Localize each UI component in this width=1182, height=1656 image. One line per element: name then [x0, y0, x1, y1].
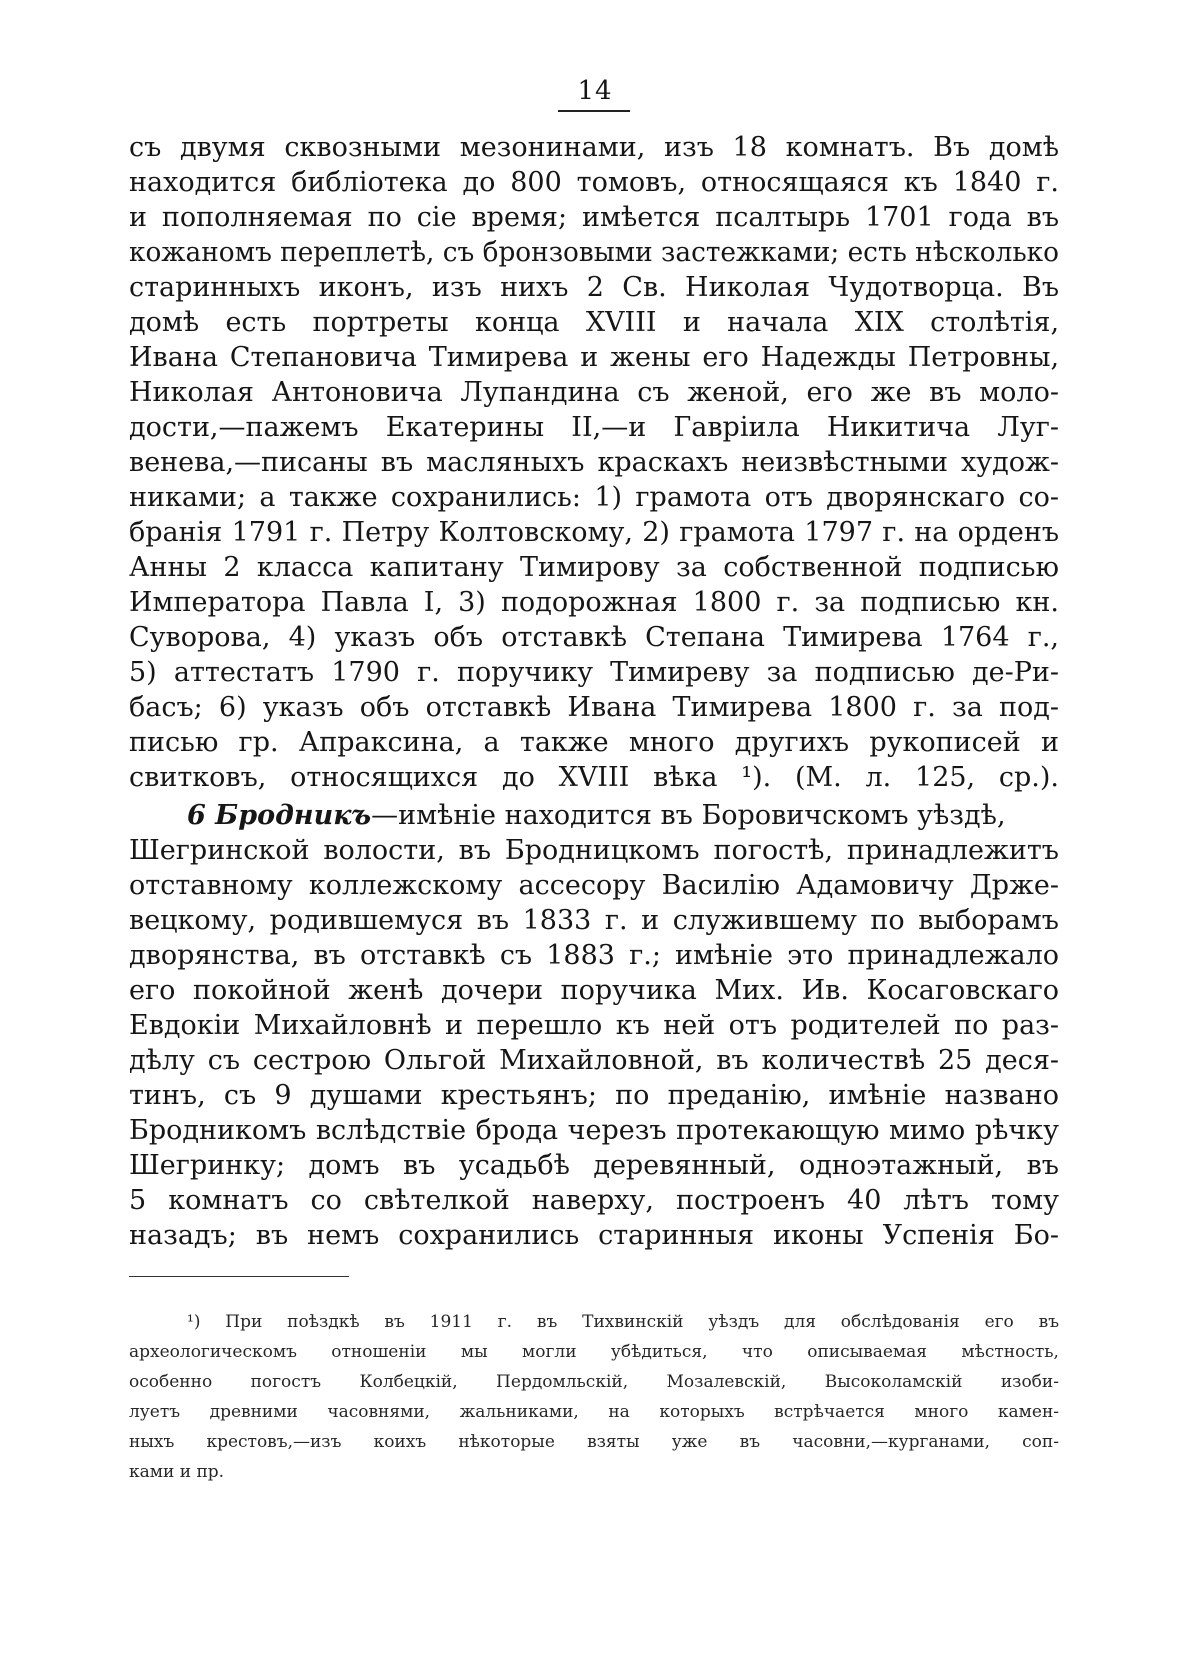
page-number-rule [558, 110, 630, 112]
body-line: съ двумя сквозными мезонинами, изъ 18 комнатъ. Въ домѣ [129, 132, 1059, 163]
body-line: Шегринской волости, въ Бродницкомъ погостѣ, принадлежитъ [129, 835, 1059, 866]
body-line: Николая Антоновича Лупандина съ женой, его же въ моло- [129, 377, 1059, 408]
body-line: дворянства, въ отставкѣ съ 1883 г.; имѣніе это принадлежало [129, 940, 1059, 971]
body-line: и пополняемая по сіе время; имѣется псалтырь 1701 года въ [129, 202, 1060, 233]
body-line: писью гр. Апраксина, а также много другихъ рукописей и [129, 727, 1059, 758]
body-line: венева,—писаны въ масляныхъ краскахъ неизвѣстными худож- [129, 447, 1059, 478]
body-line: Анны 2 класса капитану Тимирову за собственной подписью [129, 552, 1059, 583]
body-line: 5 комнатъ со свѣтелкой наверху, построенъ 40 лѣтъ тому [129, 1185, 1060, 1216]
body-line: свитковъ, относящихся до XVIII вѣка ¹). (М. л. 125, ср.). [129, 762, 1059, 793]
body-line: Императора Павла I, 3) подорожная 1800 г. за подписью кн. [129, 587, 1059, 618]
body-line: Шегринку; домъ въ усадьбѣ деревянный, одноэтажный, въ [129, 1150, 1059, 1181]
body-line: дѣлу съ сестрою Ольгой Михайловной, въ количествѣ 25 деся- [129, 1045, 1059, 1076]
body-line: дости,—пажемъ Екатерины II,—и Гавріила Никитича Луг- [129, 412, 1060, 443]
body-line: Ивана Степановича Тимирева и жены его Надежды Петровны, [129, 342, 1060, 373]
body-line: домѣ есть портреты конца XVIII и начала XIX столѣтія, [129, 307, 1060, 338]
body-line: Суворова, 4) указъ объ отставкѣ Степана Тимирева 1764 г., [129, 622, 1060, 653]
footnote-line: ¹) При поѣздкѣ въ 1911 г. въ Тихвинскій уѣздъ для обслѣдованія его въ [187, 1312, 1060, 1332]
entry-heading: 6 Бродникъ [187, 800, 372, 831]
body-line: 5) аттестатъ 1790 г. поручику Тимиреву за подписью де-Ри- [129, 657, 1060, 688]
body-line: отставному коллежскому ассесору Василію Адамовичу Држе- [129, 870, 1059, 901]
body-line: бранія 1791 г. Петру Колтовскому, 2) грамота 1797 г. на орденъ [129, 517, 1059, 548]
body-line: басъ; 6) указъ объ отставкѣ Ивана Тимирева 1800 г. за под- [129, 692, 1060, 723]
footnote-line: луетъ древними часовнями, жальниками, на которыхъ встрѣчается много камен- [129, 1402, 1060, 1422]
body-line: Евдокіи Михайловнѣ и перешло къ ней отъ родителей по раз- [129, 1010, 1060, 1041]
body-line: кожаномъ переплетѣ, съ бронзовыми застежками; есть нѣсколько [129, 237, 1059, 268]
body-line: вецкому, родившемуся въ 1833 г. и служившему по выборамъ [129, 905, 1059, 936]
body-line: находится библіотека до 800 томовъ, относящаяся къ 1840 г. [129, 167, 1060, 198]
body-line: его покойной женѣ дочери поручика Мих. Ив. Косаговскаго [129, 975, 1059, 1006]
body-line: Бродникомъ вслѣдствіе брода черезъ протекающую мимо рѣчку [129, 1115, 1060, 1146]
footnote-line: археологическомъ отношеніи мы могли убѣдиться, что описываемая мѣстность, [129, 1342, 1059, 1362]
footnote-line: ныхъ крестовъ,—изъ коихъ нѣкоторые взяты уже въ часовни,—курганами, соп- [129, 1432, 1059, 1452]
body-line: никами; а также сохранились: 1) грамота отъ дворянскаго со- [129, 482, 1060, 513]
body-line: назадъ; въ немъ сохранились старинныя иконы Успенія Бо- [129, 1220, 1060, 1251]
footnote-line: ками и пр. [129, 1462, 225, 1482]
body-line: старинныхъ иконъ, изъ нихъ 2 Св. Николая Чудотворца. Въ [129, 272, 1060, 303]
page-number: 14 [577, 76, 613, 106]
footnote-line: особенно погостъ Колбецкій, Пердомльскій, Мозалевскій, Высоколамскій изоби- [129, 1372, 1059, 1392]
footnote-rule [129, 1276, 349, 1277]
entry-first-line [187, 799, 1059, 833]
body-line: тинъ, съ 9 душами крестьянъ; по преданію, имѣніе названо [129, 1080, 1059, 1111]
entry-first-line-text: —имѣніе находится въ Боровичскомъ уѣздѣ, [371, 800, 1006, 831]
